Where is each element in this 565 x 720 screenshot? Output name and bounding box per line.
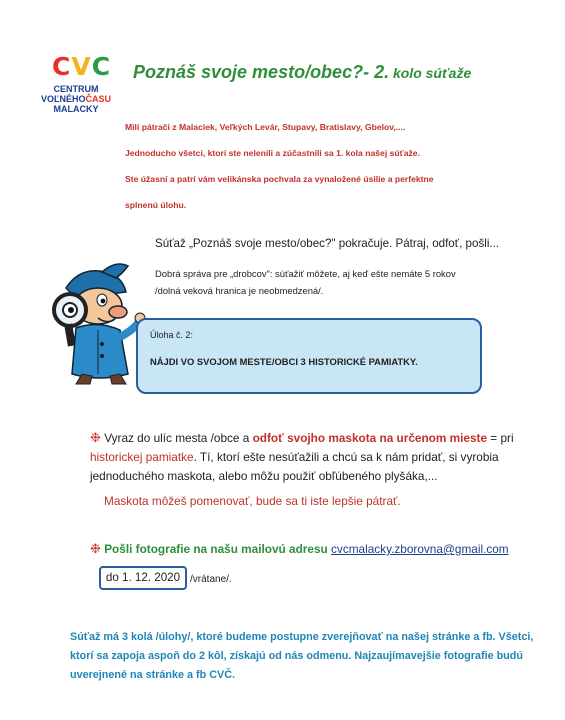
email-link[interactable]: cvcmalacky.zborovna@gmail.com <box>331 542 509 556</box>
cvc-logo <box>52 52 111 81</box>
flower-bullet-icon: ❉ <box>90 430 101 445</box>
logo-letter-c2: C <box>91 52 112 81</box>
good-news <box>155 265 456 299</box>
email-line <box>90 541 509 557</box>
logo-sub-line: CENTRUM <box>53 84 99 94</box>
instructions-paragraph <box>90 428 530 486</box>
task-text: NÁJDI VO SVOJOM MESTE/OBCI 3 HISTORICKÉ PAMIATKY. <box>150 356 418 367</box>
para-text: = pri <box>487 431 514 445</box>
mascot-line: Maskota môžeš pomenovať, bude sa ti iste lepšie pátrať. <box>104 494 401 508</box>
logo-letter-c1: C <box>52 52 72 81</box>
logo-sub-line <box>40 94 112 104</box>
title-kolo: kolo súťaže <box>389 65 472 81</box>
good-news-line: /dolná veková hranica je neobmedzená/. <box>155 285 324 296</box>
deadline-suffix: /vrátane/. <box>190 574 232 585</box>
flower-bullet-icon: ❉ <box>90 541 101 556</box>
intro-line: Milí pátrači z Malaciek, Veľkých Levár, Stupavy, Bratislavy, Gbelov,.... <box>125 122 406 132</box>
intro-line: Ste úžasní a patrí vám velikánska pochvala za vynaložené úsilie a perfektne <box>125 174 434 184</box>
contest-line: Súťaž „Poznáš svoje mesto/obec?" pokračuje. Pátraj, odfoť, pošli... <box>155 237 500 250</box>
para-text: Vyraz do ulíc mesta /obce a <box>104 431 253 445</box>
logo-sub-word: ČASU <box>85 94 112 104</box>
task-label: Úloha č. 2: <box>150 330 194 340</box>
page-title <box>133 62 471 83</box>
logo-sub-word: VOĽNÉHO <box>40 94 86 104</box>
deadline-date: do 1. 12. 2020 <box>99 566 187 590</box>
title-main: Poznáš svoje mesto/obec?- 2. <box>133 62 390 82</box>
logo-sub-line: MALACKY <box>53 104 99 114</box>
para-highlight: historickej pamiatke <box>90 450 194 464</box>
logo-subtitle <box>40 84 112 114</box>
good-news-line: Dobrá správa pre „drobcov": súťažiť môžete, aj keď ešte nemáte 5 rokov <box>155 268 456 279</box>
detective-mascot-image <box>36 258 148 388</box>
intro-line: splnenú úlohu. <box>125 200 187 210</box>
logo-letter-v: V <box>71 52 92 81</box>
email-label: Pošli fotografie na našu mailovú adresu <box>104 542 332 556</box>
intro-line: Jednoducho všetci, ktorí ste nelenili a zúčastnili sa 1. kola našej súťaže. <box>125 148 420 158</box>
para-text: . Tí, ktorí ešte nesúťažili a chcú sa k nám pridať, si vyrobia jednoduchého maskota, alebo môžu použiť obľúbeného plyšáka,... <box>90 450 499 483</box>
footer-note: Súťaž má 3 kolá /úlohy/, ktoré budeme postupne zverejňovať na našej stránke a fb. Všetci, ktorí sa zapoja aspoň do 2 kôl, získajú od nás odmenu. Najzaujímavejšie fotografie budú uverejnené na stránke a fb CVČ. <box>70 631 534 681</box>
para-highlight: odfoť svojho maskota na určenom mieste <box>252 431 488 445</box>
